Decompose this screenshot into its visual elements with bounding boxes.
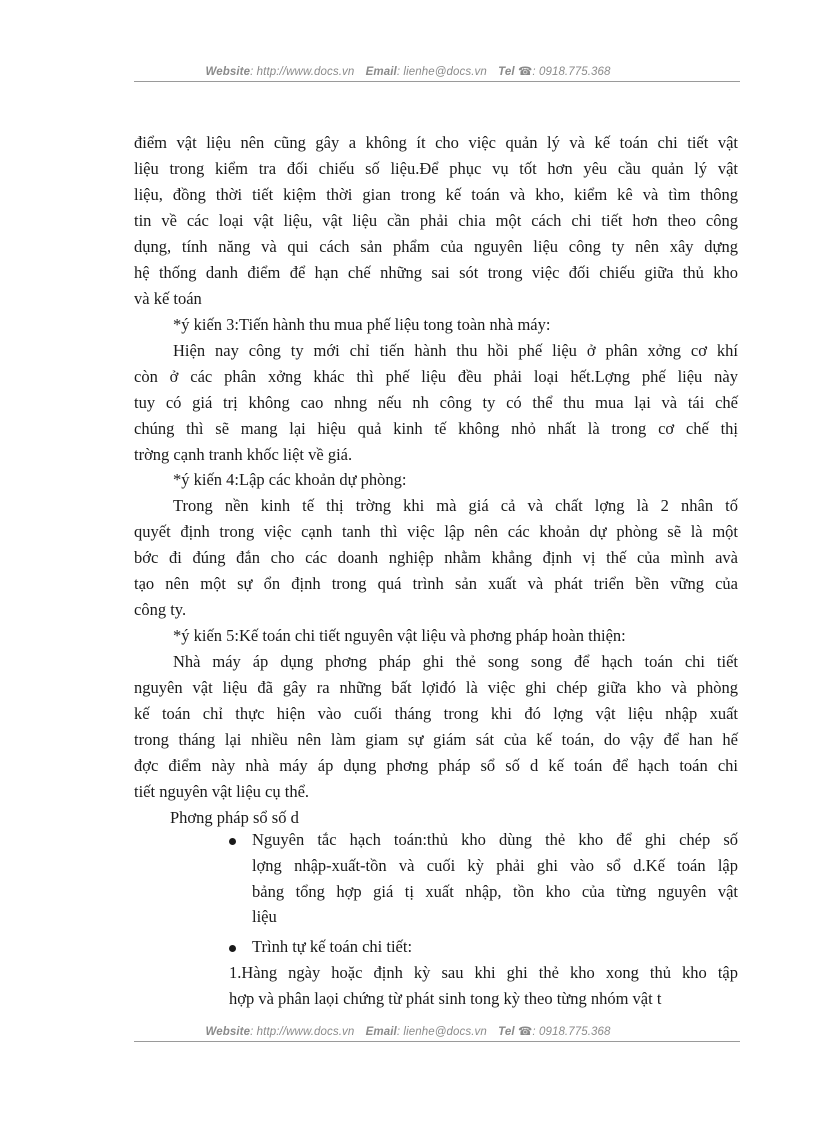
- step-1-line-2: hợp và phân laọi chứng từ phát sinh tong kỳ theo từng nhóm vật t: [229, 989, 662, 1008]
- body-line-18: tạo nên một sự ổn định trong quá trình sản xuất và phát triển bền vững của: [134, 574, 738, 593]
- header-email-label: Email: [365, 66, 397, 78]
- body-line-25: đợc điểm này nhà máy áp dụng phơng pháp sổ số d kế toán để hạch toán chi: [134, 756, 738, 775]
- footer-website-label: Website: [205, 1026, 251, 1038]
- footer-email-value: : lienhe@docs.vn: [396, 1026, 487, 1038]
- page-footer: [0, 1024, 816, 1038]
- bullet-dot-1: [229, 838, 236, 845]
- body-line-1: điểm vật liệu nên cũng gây a không ít cho việc quản lý và kế toán chi tiết vật: [134, 133, 738, 152]
- header-tel-value: ☎: 0918.775.368: [517, 66, 611, 78]
- method-title: Phơng pháp sổ số d: [170, 808, 299, 827]
- body-line-9: Hiện nay công ty mới chỉ tiến hành thu hồi phế liệu ở phân xởng cơ khí: [173, 341, 738, 360]
- body-line-22: nguyên vật liệu đã gây ra những bất lợiđó là việc ghi chép giữa kho và phòng: [134, 678, 738, 697]
- body-line-26: tiết nguyên vật liệu cụ thể.: [134, 782, 310, 801]
- footer-email-label: Email: [365, 1026, 397, 1038]
- body-line-4: tin về các loại vật liệu, vật liệu cần phải chia một cách chi tiết hơn theo công: [134, 211, 738, 230]
- body-line-17: bớc đi đúng đắn cho các doanh nghiệp nhằm khẳng định vị thế của mình avà: [134, 548, 738, 567]
- header-tel-label: Tel: [498, 66, 515, 78]
- bullet-1-line-1: Nguyên tắc hạch toán:thủ kho dùng thẻ kho để ghi chép số: [252, 830, 738, 849]
- bullet-1-line-4: liệu: [252, 907, 277, 926]
- bullet-1-line-2: lợng nhập-xuất-tồn và cuối kỳ phải ghi vào sổ d.Kế toán lập: [252, 856, 738, 875]
- body-line-11: tuy có giá trị không cao nhng nếu nh công ty có thể thu mua lại và tái chế: [134, 393, 738, 412]
- header-website-value: : http://www.docs.vn: [250, 66, 355, 78]
- header-website-label: Website: [205, 66, 251, 78]
- header-divider: [134, 81, 740, 82]
- body-line-5: dụng, tính năng và qui cách sản phẩm của nguyên liệu công ty nên xây dựng: [134, 237, 738, 256]
- body-line-2: liệu trong kiểm tra đối chiếu số liệu.Để phục vụ tốt hơn yêu cầu quản lý vật: [134, 159, 738, 178]
- body-line-19: công ty.: [134, 600, 187, 619]
- body-line-10: còn ở các phân xởng khác thì phế liệu đều phải loại hết.Lợng phế liệu này: [134, 367, 738, 386]
- body-line-24: trong tháng lại nhiều nên làm giam sự giám sát của kế toán, do vậy để han hế: [134, 730, 738, 749]
- section-heading-4: *ý kiến 4:Lập các khoản dự phòng:: [173, 470, 407, 489]
- body-line-21: Nhà máy áp dụng phơng pháp ghi thẻ song song để hạch toán chi tiết: [173, 652, 738, 671]
- bullet-dot-2: [229, 945, 236, 952]
- body-line-23: kế toán chỉ thực hiện vào cuối tháng trong khi đó lợng vật liệu nhập xuất: [134, 704, 738, 723]
- footer-tel-value: ☎: 0918.775.368: [517, 1026, 611, 1038]
- body-line-13: trờng cạnh tranh khốc liệt về giá.: [134, 445, 353, 464]
- body-line-6: hệ thống danh điểm để hạn chế những sai sót trong việc đối chiếu giữa thủ kho: [134, 263, 738, 282]
- body-line-16: quyết định trong việc cạnh tanh thì việc lập nên các khoản dự phòng sẽ là một: [134, 522, 738, 541]
- body-line-15: Trong nền kinh tế thị trờng khi mà giá cả và chất lợng là 2 nhân tố: [173, 496, 738, 515]
- bullet-2-line-1: Trình tự kế toán chi tiết:: [252, 937, 413, 956]
- body-line-3: liệu, đồng thời tiết kiệm thời gian trong kế toán và kho, kiểm kê và tìm thông: [134, 185, 738, 204]
- step-1-line-1: 1.Hàng ngày hoặc định kỳ sau khi ghi thẻ kho xong thủ kho tập: [229, 963, 738, 982]
- page-header: [0, 64, 816, 78]
- footer-divider: [134, 1041, 740, 1042]
- section-heading-3: *ý kiến 3:Tiến hành thu mua phế liệu tong toàn nhà máy:: [173, 315, 551, 334]
- section-heading-5: *ý kiến 5:Kế toán chi tiết nguyên vật liệu và phơng pháp hoàn thiện:: [173, 626, 626, 645]
- footer-tel-label: Tel: [498, 1026, 515, 1038]
- body-line-12: chúng thì sẽ mang lại hiệu quả kinh tế không nhỏ nhất là trong cơ chế thị: [134, 419, 738, 438]
- footer-website-value: : http://www.docs.vn: [250, 1026, 355, 1038]
- bullet-1-line-3: bảng tổng hợp giá tị xuất nhập, tồn kho của từng nguyên vật: [252, 882, 738, 901]
- body-line-7: và kế toán: [134, 289, 202, 308]
- header-email-value: : lienhe@docs.vn: [396, 66, 487, 78]
